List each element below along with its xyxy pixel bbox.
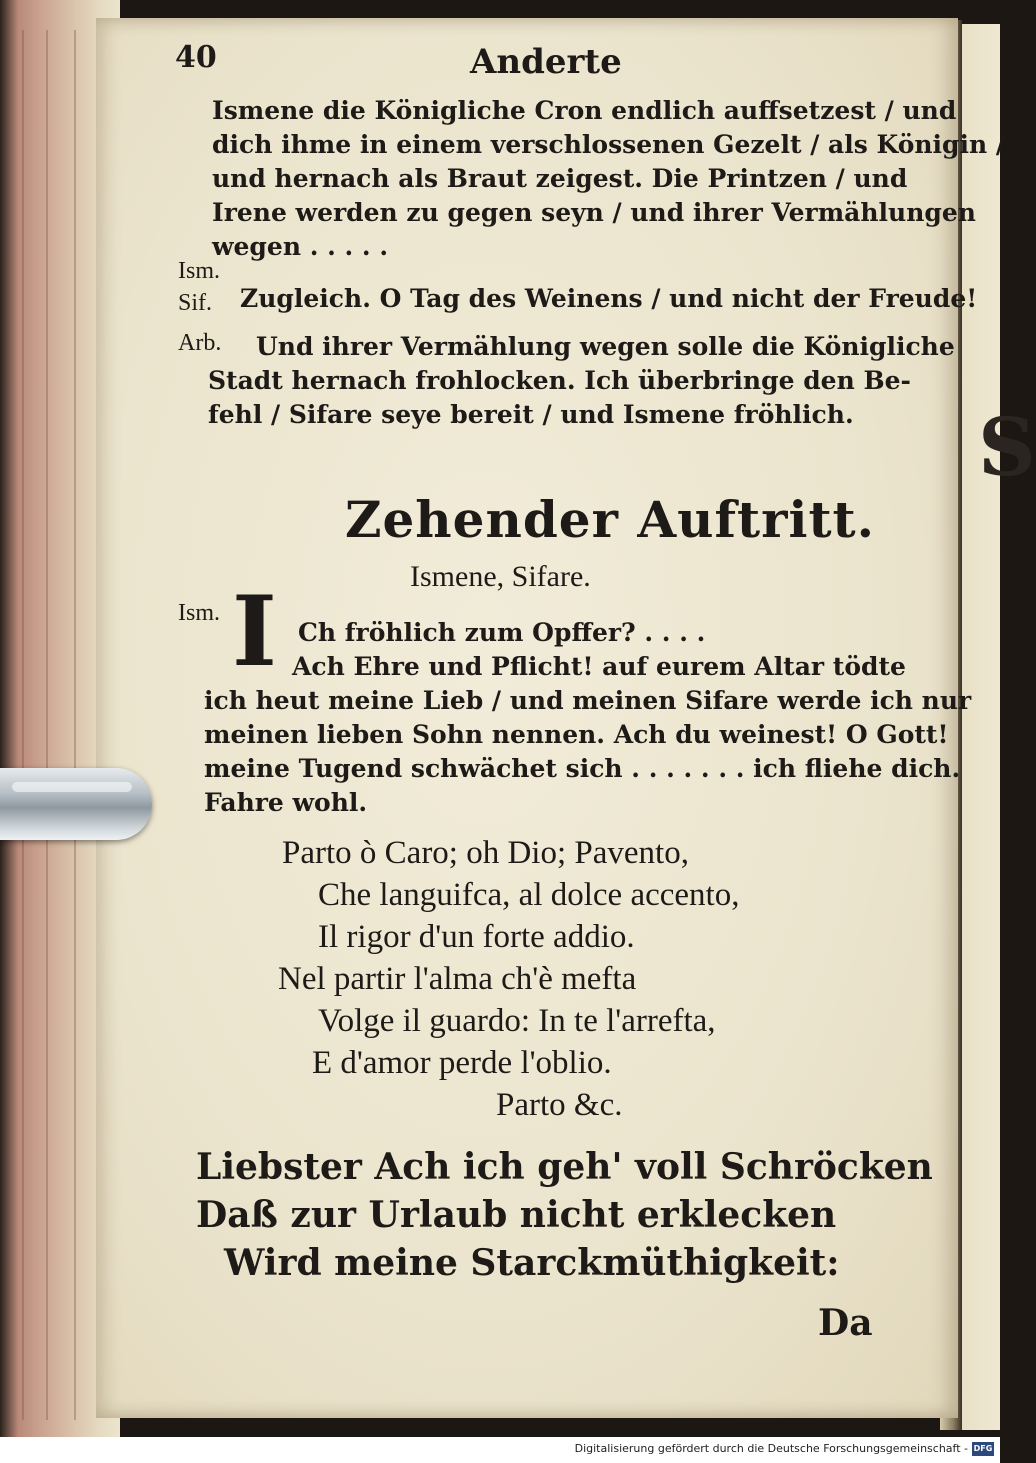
dfg-logo: DFG [972, 1442, 994, 1456]
text-line: Irene werden zu gegen seyn / und ihrer Vermählungen [212, 198, 976, 227]
drop-cap: I [232, 575, 277, 688]
footer-bar [0, 1437, 1000, 1463]
right-page-edge [962, 24, 1000, 1430]
verse-line: Nel partir l'alma ch'è mefta [278, 961, 637, 997]
verse-line: Parto &c. [496, 1087, 623, 1123]
verse-line: Daß zur Urlaub nicht erklecken [196, 1194, 837, 1236]
text-line: Fahre wohl. [204, 788, 368, 817]
scene-title: Zehender Auftritt. [345, 490, 876, 549]
text-line: Und ihrer Vermählung wegen solle die Königliche [256, 332, 955, 361]
text-line: und hernach als Braut zeigest. Die Printzen / und [212, 164, 908, 193]
page-header: Anderte [470, 42, 622, 82]
text-line: dich ihme in einem verschlossenen Gezelt / als Königin / [212, 130, 1006, 159]
text-line: Ach Ehre und Pflicht! auf eurem Altar tödte [292, 652, 906, 681]
catchword: Da [818, 1302, 873, 1344]
text-line: ich heut meine Lieb / und meinen Sifare werde ich nur [204, 686, 972, 715]
text-line: meine Tugend schwächet sich . . . . . . . ich fliehe dich. [204, 754, 961, 783]
text-line: Ch fröhlich zum Opffer? . . . . [298, 618, 706, 647]
verse-line: Il rigor d'un forte addio. [318, 919, 635, 955]
speaker-arb: Arb. [178, 330, 222, 356]
text-line: wegen . . . . . [212, 232, 389, 261]
right-page-fragment: S [978, 400, 1036, 494]
page-clip [0, 768, 152, 840]
text-line: Ismene die Königliche Cron endlich auffsetzest / und [212, 96, 957, 125]
footer-credit: Digitalisierung gefördert durch die Deutsche Forschungsgemeinschaft - [574, 1442, 968, 1455]
verse-line: Volge il guardo: In te l'arrefta, [318, 1003, 716, 1039]
verse-line: E d'amor perde l'oblio. [312, 1045, 612, 1081]
page-number: 40 [175, 40, 217, 75]
verse-line: Parto ò Caro; oh Dio; Pavento, [282, 835, 689, 871]
text-line: Stadt hernach frohlocken. Ich überbringe den Be- [208, 366, 911, 395]
speaker-sif: Sif. [178, 290, 213, 316]
verse-line: Che languifca, al dolce accento, [318, 877, 740, 913]
verse-line: Wird meine Starckmüthigkeit: [224, 1242, 840, 1284]
text-line: meinen lieben Sohn nennen. Ach du weinest! O Gott! [204, 720, 949, 749]
scene-persons: Ismene, Sifare. [410, 560, 591, 593]
speaker-ism-2: Ism. [178, 600, 220, 626]
dialogue-line: Zugleich. O Tag des Weinens / und nicht der Freude! [240, 284, 978, 313]
text-line: fehl / Sifare seye bereit / und Ismene fröhlich. [208, 400, 854, 429]
speaker-ism: Ism. [178, 258, 220, 284]
verse-line: Liebster Ach ich geh' voll Schröcken [196, 1146, 933, 1188]
